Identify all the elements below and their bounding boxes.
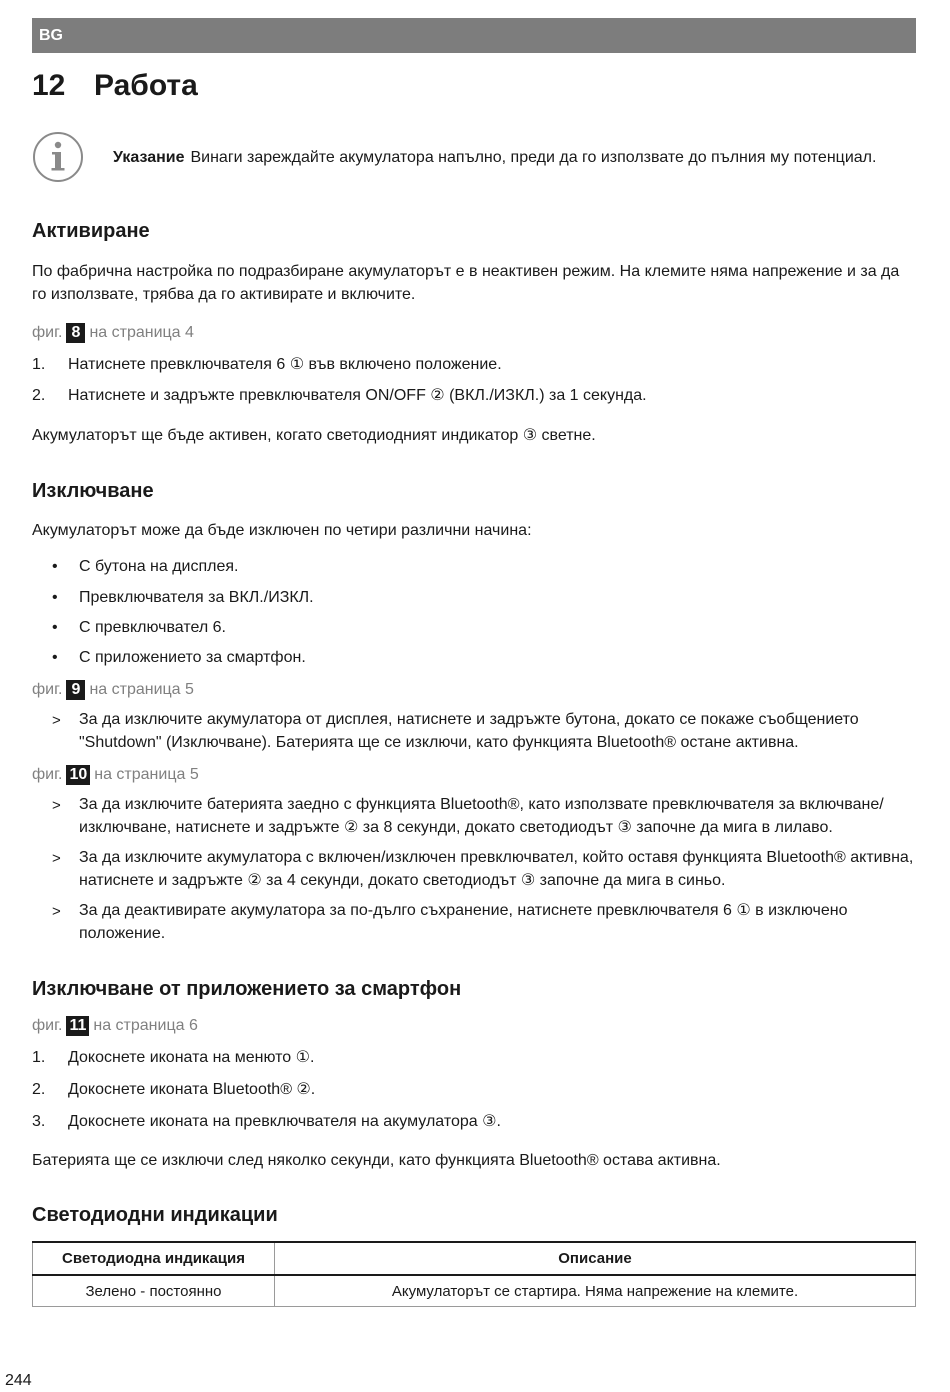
app-shutdown-result: Батерията ще се изключи след няколко секунди, като функцията Bluetooth® остава активна.: [32, 1152, 721, 1169]
bullet-item: • С бутона на дисплея.: [52, 558, 239, 575]
bullet-text: С приложението за смартфон.: [79, 649, 306, 666]
table-header-row: [33, 1242, 916, 1275]
shutdown-heading: Изключване: [32, 480, 154, 502]
activation-intro: По фабрична настройка по подразбиране акумулаторът е в неактивен режим. На клемите няма напрежение и за да го използвате, трябва да го активирате и включите.: [32, 263, 900, 303]
step-number: 2.: [32, 387, 46, 404]
step-text: Натиснете и задръжте превключвателя ON/OFF ② (ВКЛ./ИЗКЛ.) за 1 секунда.: [68, 387, 647, 404]
fig-page: на страница 4: [89, 324, 194, 341]
chapter-title: [32, 66, 198, 106]
chapter-name: Работа: [94, 69, 198, 102]
language-bar: [32, 18, 916, 53]
fig-number: 9: [66, 680, 85, 700]
instruction-text: За да изключите акумулатора с включен/изключен превключвател, който оставя функцията Bluetooth® активна, натиснете и задръжте ② за 4 секунди, докато светодиодът ③ започне да мига в синьо.: [79, 849, 914, 889]
fig-prefix: фиг.: [32, 324, 63, 341]
note-text: Винаги зареждайте акумулатора напълно, преди да го използвате до пълния му потенциал.: [190, 149, 877, 166]
fig-prefix: фиг.: [32, 766, 63, 783]
step-text: Докоснете иконата Bluetooth® ②.: [68, 1081, 316, 1098]
table-cell: Зелено - постоянно: [33, 1275, 275, 1307]
step-number: 1.: [32, 1049, 46, 1066]
figure-reference: [32, 322, 194, 344]
instruction-item: > За да изключите батерията заедно с функцията Bluetooth®, като използвате превключвателя за включване/изключване, натиснете и задръжте ② за 8 секунди, докато светодиодът ③ започне да мига в лилаво.: [52, 793, 918, 839]
instruction-text: За да изключите батерията заедно с функцията Bluetooth®, като използвате превключвателя за включване/изключване, натиснете и задръжте ② за 8 секунди, докато светодиодът ③ започне да мига в лилаво.: [79, 796, 884, 836]
column-header-description: Описание: [275, 1242, 916, 1275]
step-number: 2.: [32, 1081, 46, 1098]
instruction-item: > За да деактивирате акумулатора за по-дълго съхранение, натиснете превключвателя 6 ① в изключено положение.: [52, 899, 918, 945]
activation-heading: Активиране: [32, 220, 150, 242]
page-number: 244: [5, 1372, 32, 1389]
activation-result: Акумулаторът ще бъде активен, когато светодиодният индикатор ③ светне.: [32, 427, 596, 444]
step-number: 3.: [32, 1113, 46, 1130]
figure-reference: [32, 679, 194, 701]
fig-page: на страница 5: [89, 681, 194, 698]
step-2: [32, 1079, 315, 1101]
instruction-item: > За да изключите акумулатора с включен/изключен превключвател, който оставя функцията Bluetooth® активна, натиснете и задръжте ② за 4 секунди, докато светодиодът ③ започне да мига в синьо.: [52, 846, 918, 892]
info-icon: [32, 131, 84, 183]
step-text: Докоснете иконата на менюто ①.: [68, 1049, 315, 1066]
table-row: [33, 1275, 916, 1307]
step-1: [32, 1047, 314, 1069]
fig-page: на страница 5: [94, 766, 199, 783]
fig-number: 10: [66, 765, 90, 785]
chapter-number: 12: [32, 69, 66, 102]
bullet-text: С превключвател 6.: [79, 619, 226, 636]
instruction-item: > За да изключите акумулатора от дисплея, натиснете и задръжте бутона, докато се покаже съобщението "Shutdown" (Изключване). Батерията ще се изключи, като функцията Bluetooth® остане активна.: [52, 708, 918, 754]
bullet-item: • С приложението за смартфон.: [52, 649, 306, 666]
step-text: Докоснете иконата на превключвателя на акумулатора ③.: [68, 1113, 501, 1130]
bullet-text: С бутона на дисплея.: [79, 558, 239, 575]
figure-reference: [32, 764, 199, 786]
step-3: [32, 1111, 501, 1133]
bullet-item: • Превключвателя за ВКЛ./ИЗКЛ.: [52, 589, 314, 606]
language-code: BG: [39, 27, 63, 44]
step-1: [32, 354, 502, 376]
bullet-text: Превключвателя за ВКЛ./ИЗКЛ.: [79, 589, 314, 606]
fig-page: на страница 6: [93, 1017, 198, 1034]
fig-number: 11: [66, 1016, 89, 1036]
shutdown-intro: Акумулаторът може да бъде изключен по четири различни начина:: [32, 522, 532, 539]
note: [113, 147, 876, 169]
bullet-item: • С превключвател 6.: [52, 619, 226, 636]
fig-number: 8: [66, 323, 85, 343]
fig-prefix: фиг.: [32, 1017, 63, 1034]
figure-reference: [32, 1015, 198, 1037]
led-table: [32, 1241, 916, 1307]
step-number: 1.: [32, 356, 46, 373]
instruction-text: За да изключите акумулатора от дисплея, натиснете и задръжте бутона, докато се покаже съобщението "Shutdown" (Изключване). Батерията ще се изключи, като функцията Bluetooth® остане активна.: [79, 711, 859, 751]
table-cell: Акумулаторът се стартира. Няма напрежение на клемите.: [275, 1275, 916, 1307]
app-shutdown-heading: Изключване от приложението за смартфон: [32, 978, 462, 1000]
fig-prefix: фиг.: [32, 681, 63, 698]
note-label: Указание: [113, 149, 185, 166]
step-2: [32, 385, 647, 407]
column-header-indication: Светодиодна индикация: [33, 1242, 275, 1275]
instruction-text: За да деактивирате акумулатора за по-дълго съхранение, натиснете превключвателя 6 ① в изключено положение.: [79, 902, 848, 942]
step-text: Натиснете превключвателя 6 ① във включено положение.: [68, 356, 502, 373]
led-heading: Светодиодни индикации: [32, 1204, 278, 1226]
